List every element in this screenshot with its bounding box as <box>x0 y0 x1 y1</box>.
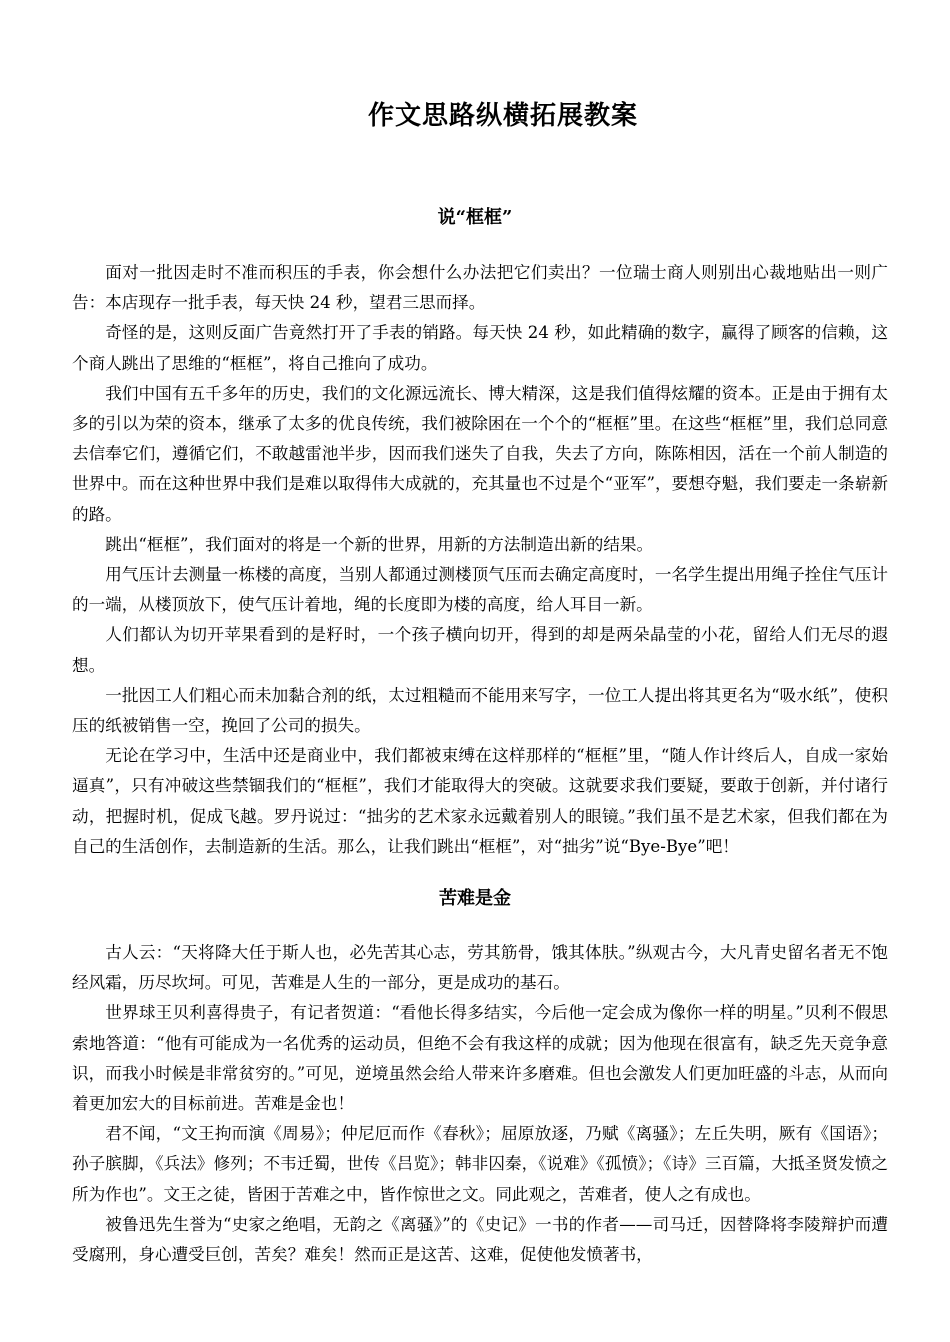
paragraph: 古人云：“天将降大任于斯人也，必先苦其心志，劳其筋骨，饿其体肤。”纵观古今，大凡青史留名者无不饱经风霜，历尽坎坷。可见，苦难是人生的一部分，更是成功的基石。 <box>72 943 888 993</box>
section-heading: 说“框框” <box>437 207 513 228</box>
paragraph: 被鲁迅先生誉为“史家之绝唱，无韵之《离骚》”的《史记》一书的作者——司马迁，因替降将李陵辩护而遭受腐刑，身心遭受巨创，苦矣？难矣！然而正是这苦、这难，促使他发愤著书， <box>72 1214 888 1265</box>
section-body <box>72 938 888 1270</box>
paragraph: 用气压计去测量一栋楼的高度，当别人都通过测楼顶气压而去确定高度时，一名学生提出用绳子拴住气压计的一端，从楼顶放下，使气压计着地，绳的长度即为楼的高度，给人耳目一新。 <box>72 565 888 615</box>
document-title: 作文思路纵横拓展教案 <box>367 101 638 131</box>
paragraph: 奇怪的是，这则反面广告竟然打开了手表的销路。每天快 24 秒，如此精确的数字，赢得了顾客的信赖，这个商人跳出了思维的“框框”，将自己推向了成功。 <box>72 323 888 373</box>
paragraph: 君不闻，“文王拘而演《周易》；仲尼厄而作《春秋》；屈原放逐，乃赋《离骚》；左丘失明，厥有《国语》；孙子膑脚，《兵法》修列；不韦迁蜀，世传《吕览》；韩非囚秦，《说难》《孤愤》；《诗》三百篇，大抵圣贤发愤之所为作也”。文王之徒，皆困于苦难之中，皆作惊世之文。同此观之，苦难者，使人之有成也。 <box>72 1124 888 1204</box>
paragraph: 我们中国有五千多年的历史，我们的文化源远流长、博大精深，这是我们值得炫耀的资本。正是由于拥有太多的引以为荣的资本，继承了太多的优良传统，我们被除困在一个个的“框框”里。在这些“框框”里，我们总同意去信奉它们，遵循它们，不敢越雷池半步，因而我们迷失了自我，失去了方向，陈陈相因，活在一个前人制造的世界中。而在这种世界中我们是难以取得伟大成就的，充其量也不过是个“亚军”，要想夺魁，我们要走一条崭新的路。 <box>72 383 888 524</box>
paragraph: 跳出“框框”，我们面对的将是一个新的世界，用新的方法制造出新的结果。 <box>105 534 654 554</box>
paragraph: 一批因工人们粗心而未加黏合剂的纸，太过粗糙而不能用来写字，一位工人提出将其更名为“吸水纸”，使积压的纸被销售一空，挽回了公司的损失。 <box>72 685 888 736</box>
section-body <box>72 258 888 862</box>
paragraph: 面对一批因走时不准而积压的手表，你会想什么办法把它们卖出？一位瑞士商人则别出心裁地贴出一则广告：本店现存一批手表，每天快 24 秒，望君三思而择。 <box>72 263 888 313</box>
section-heading: 苦难是金 <box>439 888 511 909</box>
paragraph: 世界球王贝利喜得贵子，有记者贺道：“看他长得多结实，今后他一定会成为像你一样的明星。”贝利不假思索地答道：“他有可能成为一名优秀的运动员，但绝不会有我这样的成就；因为他现在很富有，缺乏先天竞争意识，而我小时候是非常贫穷的。”可见，逆境虽然会给人带来许多磨难。但也会激发人们更加旺盛的斗志，从而向着更加宏大的目标前进。苦难是金也！ <box>72 1003 888 1114</box>
paragraph: 人们都认为切开苹果看到的是籽时，一个孩子横向切开，得到的却是两朵晶莹的小花，留给人们无尽的遐想。 <box>72 625 888 675</box>
paragraph: 无论在学习中，生活中还是商业中，我们都被束缚在这样那样的“框框”里，“随人作计终后人，自成一家始逼真”，只有冲破这些禁锢我们的“框框”，我们才能取得大的突破。这就要求我们要疑，要敢于创新，并付诸行动，把握时机，促成飞越。罗丹说过：“拙劣的艺术家永远戴着别人的眼镜。”我们虽不是艺术家，但我们都在为自己的生活创作，去制造新的生活。那么，让我们跳出“框框”，对“拙劣”说“Bye-Bye”吧！ <box>72 746 888 856</box>
